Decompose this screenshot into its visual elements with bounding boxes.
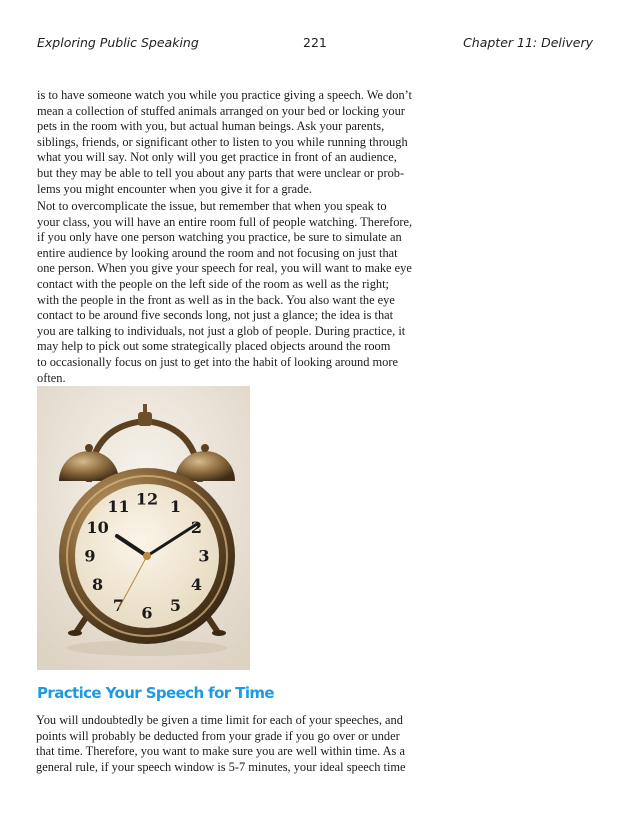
text-line: if you only have one person watching you practice, be sure to simulate an: [37, 230, 402, 245]
clock-numeral: 9: [84, 546, 96, 566]
text-line: points will probably be deducted from your grade if you go over or under: [36, 728, 400, 743]
chapter-title: Chapter 11: Delivery: [463, 35, 593, 50]
clock-numeral: 5: [169, 595, 182, 615]
paragraph-practice-audience: [37, 88, 447, 197]
text-line: pets in the room with you, but actual human beings. Ask your parents,: [37, 119, 385, 134]
clock-numeral: 10: [86, 518, 109, 537]
text-line: mean a collection of stuffed animals arranged on your bed or locking your: [37, 103, 405, 118]
clock-numeral: 4: [190, 575, 202, 594]
text-line: your class, you will have an entire room full of people watching. Therefore,: [37, 214, 413, 229]
text-line: that time. Therefore, you want to make sure you are well within time. As a: [36, 744, 405, 759]
clock-numeral: 6: [141, 603, 153, 623]
alarm-clock-photo: [37, 386, 250, 670]
clock-numeral: 3: [198, 546, 210, 566]
text-line: but they may be able to tell you about any parts that were unclear or prob-: [37, 165, 405, 180]
clock-numeral: 12: [135, 489, 159, 509]
text-line: contact to be around five seconds long, not just a glance; the idea is that: [37, 308, 394, 323]
text-line: is to have someone watch you while you practice giving a speech. We don’t: [37, 88, 412, 102]
clock-numeral: 7: [112, 595, 125, 615]
paragraph-eye-contact: [37, 199, 447, 386]
text-line: may help to pick out some strategically placed objects around the room: [37, 339, 391, 354]
text-line: to occasionally focus on just to get into the habit of looking around more: [37, 354, 398, 369]
clock-numeral: 1: [169, 497, 182, 517]
text-line: Not to overcomplicate the issue, but remember that when you speak to: [37, 199, 387, 213]
text-line: you are talking to individuals, not just a glob of people. During practice, it: [37, 323, 406, 338]
book-title: Exploring Public Speaking: [37, 35, 199, 50]
alarm-clock-illustration: [37, 386, 250, 670]
text-line: one person. When you give your speech for real, you will want to make eye: [37, 261, 412, 276]
page-number: 221: [303, 35, 327, 50]
text-line: siblings, friends, or significant other to listen to you while running through: [37, 134, 408, 149]
clock-numeral: 8: [92, 575, 104, 594]
clock-numeral: 11: [107, 497, 130, 517]
text-line: often.: [37, 370, 66, 385]
text-line: lems you might encounter when you give it for a grade.: [37, 181, 312, 196]
text-line: what you will say. Not only will you get practice in front of an audience,: [37, 150, 397, 165]
section-heading: Practice Your Speech for Time: [37, 684, 274, 702]
text-line: You will undoubtedly be given a time limit for each of your speeches, and: [36, 713, 403, 727]
clock-numeral: 2: [190, 518, 202, 537]
running-head: [37, 35, 593, 53]
text-line: entire audience by looking around the room and not focusing on just that: [37, 245, 398, 260]
text-line: with the people in the front as well as in the back. You also want the eye: [37, 292, 395, 307]
paragraph-time-limit: [36, 713, 446, 775]
text-line: contact with the people on the left side of the room as well as the right;: [37, 276, 390, 291]
text-line: general rule, if your speech window is 5-7 minutes, your ideal speech time: [36, 759, 406, 774]
